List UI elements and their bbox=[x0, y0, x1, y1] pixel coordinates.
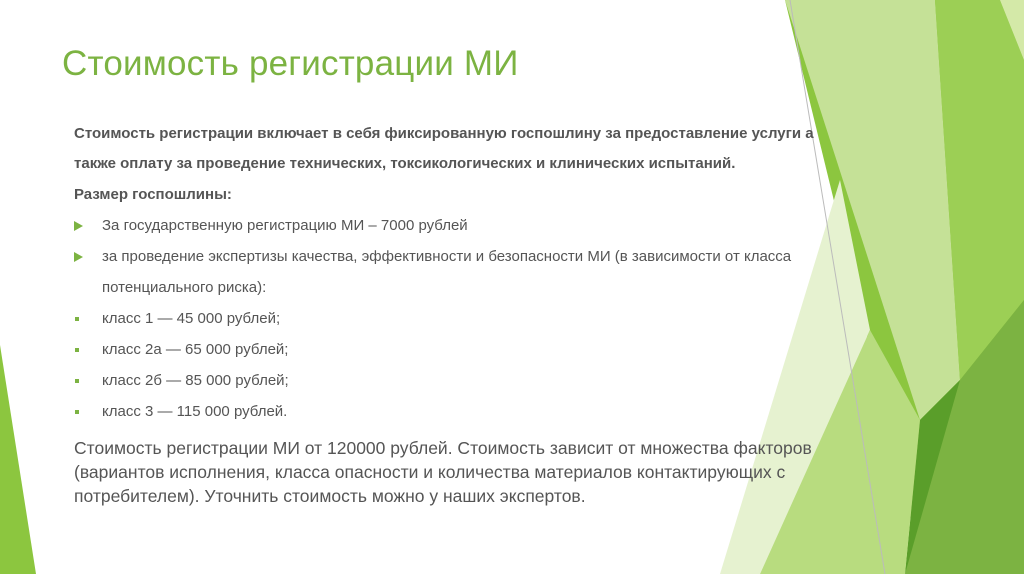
list-item bbox=[74, 241, 834, 303]
square-bullet-icon bbox=[75, 317, 79, 321]
list-item-text: За государственную регистрацию МИ – 7000 рублей bbox=[102, 217, 468, 234]
square-bullet-icon bbox=[75, 410, 79, 414]
arrow-bullet-icon bbox=[74, 252, 83, 262]
left-edge-triangle bbox=[0, 345, 36, 574]
slide-title: Стоимость регистрации МИ bbox=[62, 44, 519, 83]
list-item bbox=[74, 396, 834, 427]
square-bullet-icon bbox=[75, 348, 79, 352]
list-item-text: класс 2б — 85 000 рублей; bbox=[102, 372, 289, 389]
list-item-text: за проведение экспертизы качества, эффективности и безопасности МИ (в зависимости от класса потенциального риска): bbox=[102, 248, 792, 296]
intro-paragraph: Стоимость регистрации включает в себя фиксированную госпошлину за предоставление услуги а также оплату за проведение технических, токсикологических и клинических испытаний. bbox=[74, 125, 814, 172]
list-item bbox=[74, 334, 834, 365]
closing-paragraph: Стоимость регистрации МИ от 120000 рублей. Стоимость зависит от множества факторов (вариантов исполнения, класса опасности и количества материалов контактирующих с потребителем). Уточнить стоимость можно у наших экспертов. bbox=[74, 438, 812, 506]
list-item-text: класс 1 — 45 000 рублей; bbox=[102, 310, 281, 327]
list-item bbox=[74, 365, 834, 396]
list-item bbox=[74, 303, 834, 334]
fee-list bbox=[74, 210, 834, 427]
square-bullet-icon bbox=[75, 379, 79, 383]
arrow-bullet-icon bbox=[74, 221, 83, 231]
list-item bbox=[74, 210, 834, 241]
list-item-text: класс 3 — 115 000 рублей. bbox=[102, 403, 288, 420]
fee-heading: Размер госпошлины: bbox=[74, 186, 232, 203]
list-item-text: класс 2а — 65 000 рублей; bbox=[102, 341, 289, 358]
